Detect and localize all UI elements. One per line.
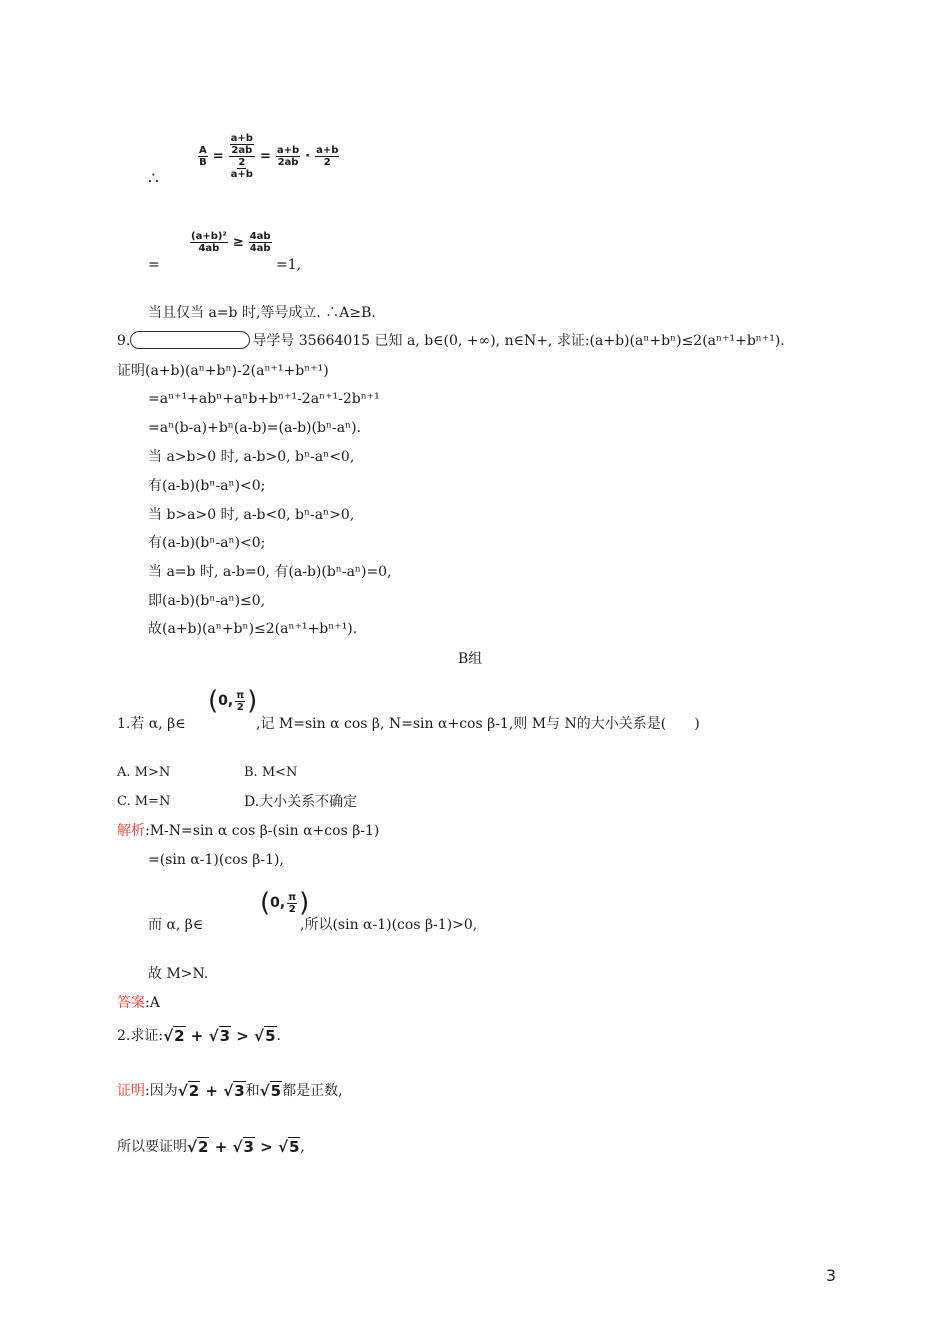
question-number: 9. [117, 333, 131, 349]
solution-1-line-4: 故 M>N. [148, 966, 209, 982]
interval-0-pi-over-2-b: ( 0, $\frac{\pi}{2}$ ) [260, 888, 310, 918]
equation-2: $\frac{\text{(a+b)²}}{4ab}$ ≥ $\frac{4ab}{4ab}$ [191, 230, 271, 254]
solution-label: 解析 [117, 823, 145, 839]
proof-9-line-5: 有(a-b)(bⁿ-aⁿ)<0; [148, 478, 266, 494]
equation-2-suffix: =1, [276, 257, 302, 273]
guide-id-pill [130, 331, 250, 349]
answer-1: 答案:A [117, 995, 160, 1011]
proof-label: 证明 [117, 1083, 145, 1099]
solution-1-line-3-prefix: 而 α, β∈ [148, 917, 204, 933]
option-b: B. M<N [244, 765, 298, 780]
option-d: D.大小关系不确定 [244, 794, 358, 810]
proof-9-line-7: 有(a-b)(bⁿ-aⁿ)<0; [148, 535, 266, 551]
question-2: 2.求证: √2 + √3 > √5 . [117, 1027, 281, 1045]
equation-2-prefix: = [148, 257, 160, 273]
compound-fraction: $\frac{\frac{a+b}{2ab}}{\frac{2}{a+b}}$ [230, 132, 253, 180]
proof-9-line-6: 当 b>a>0 时, a-b<0, bⁿ-aⁿ>0, [148, 507, 355, 523]
question-text: 导学号 35664015 已知 a, b∈(0, +∞), n∈N+, 求证:(a+b)(aⁿ+bⁿ)≤2(aⁿ⁺¹+bⁿ⁺¹). [252, 333, 785, 349]
option-a: A. M>N [117, 765, 171, 780]
therefore-symbol: ∴ [148, 169, 159, 189]
solution-1-line-1: 解析:M-N=sin α cos β-(sin α+cos β-1) [117, 823, 380, 839]
section-heading-group-b: B组 [458, 651, 483, 667]
sqrt-inequality: √2 + √3 > √5 [163, 1027, 276, 1045]
solution-1-line-3-suffix: ,所以(sin α-1)(cos β-1)>0, [300, 917, 478, 933]
proof-9-line-4: 当 a>b>0 时, a-b>0, bⁿ-aⁿ<0, [148, 449, 355, 465]
proof-9-line-8: 当 a=b 时, a-b=0, 有(a-b)(bⁿ-aⁿ)=0, [148, 564, 392, 580]
answer-label: 答案 [117, 995, 145, 1011]
question-1-prefix: 1.若 α, β∈ [117, 716, 186, 732]
proof-9-line-9: 即(a-b)(bⁿ-aⁿ)≤0, [148, 593, 266, 609]
proof-9-line-10: 故(a+b)(aⁿ+bⁿ)≤2(aⁿ⁺¹+bⁿ⁺¹). [148, 621, 358, 637]
equality-condition: 当且仅当 a=b 时,等号成立. ∴A≥B. [148, 305, 376, 321]
page-number: 3 [825, 1266, 836, 1285]
equation-1: $\frac{A}{B}$ = $\frac{\frac{a+b}{2ab}}{\frac{2}{a+b}}$ = $\frac{a+b}{2ab}$ · $\frac{a+b}{2}$ [199, 132, 339, 180]
fraction-a-over-b: $\frac{A}{B}$ [199, 144, 207, 168]
proof-9-line-3: =aⁿ(b-a)+bⁿ(a-b)=(a-b)(bⁿ-aⁿ). [148, 420, 362, 436]
proof-2-line-2: 所以要证明 √2 + √3 > √5 , [117, 1138, 305, 1156]
proof-9-line-1: 证明(a+b)(aⁿ+bⁿ)-2(aⁿ⁺¹+bⁿ⁺¹) [117, 363, 329, 379]
proof-9-line-2: =aⁿ⁺¹+abⁿ+aⁿb+bⁿ⁺¹-2aⁿ⁺¹-2bⁿ⁺¹ [148, 391, 380, 407]
option-c: C. M=N [117, 794, 171, 809]
solution-1-line-2: =(sin α-1)(cos β-1), [148, 852, 284, 868]
question-1-suffix: ,记 M=sin α cos β, N=sin α+cos β-1,则 M与 N的大小关系是( ) [256, 716, 700, 732]
question-9 [117, 331, 785, 351]
proof-2-line-1: 证明 :因为 √2 + √3 和 √5 都是正数, [117, 1082, 343, 1100]
interval-0-pi-over-2: ( 0, $\frac{\pi}{2}$ ) [208, 686, 258, 716]
